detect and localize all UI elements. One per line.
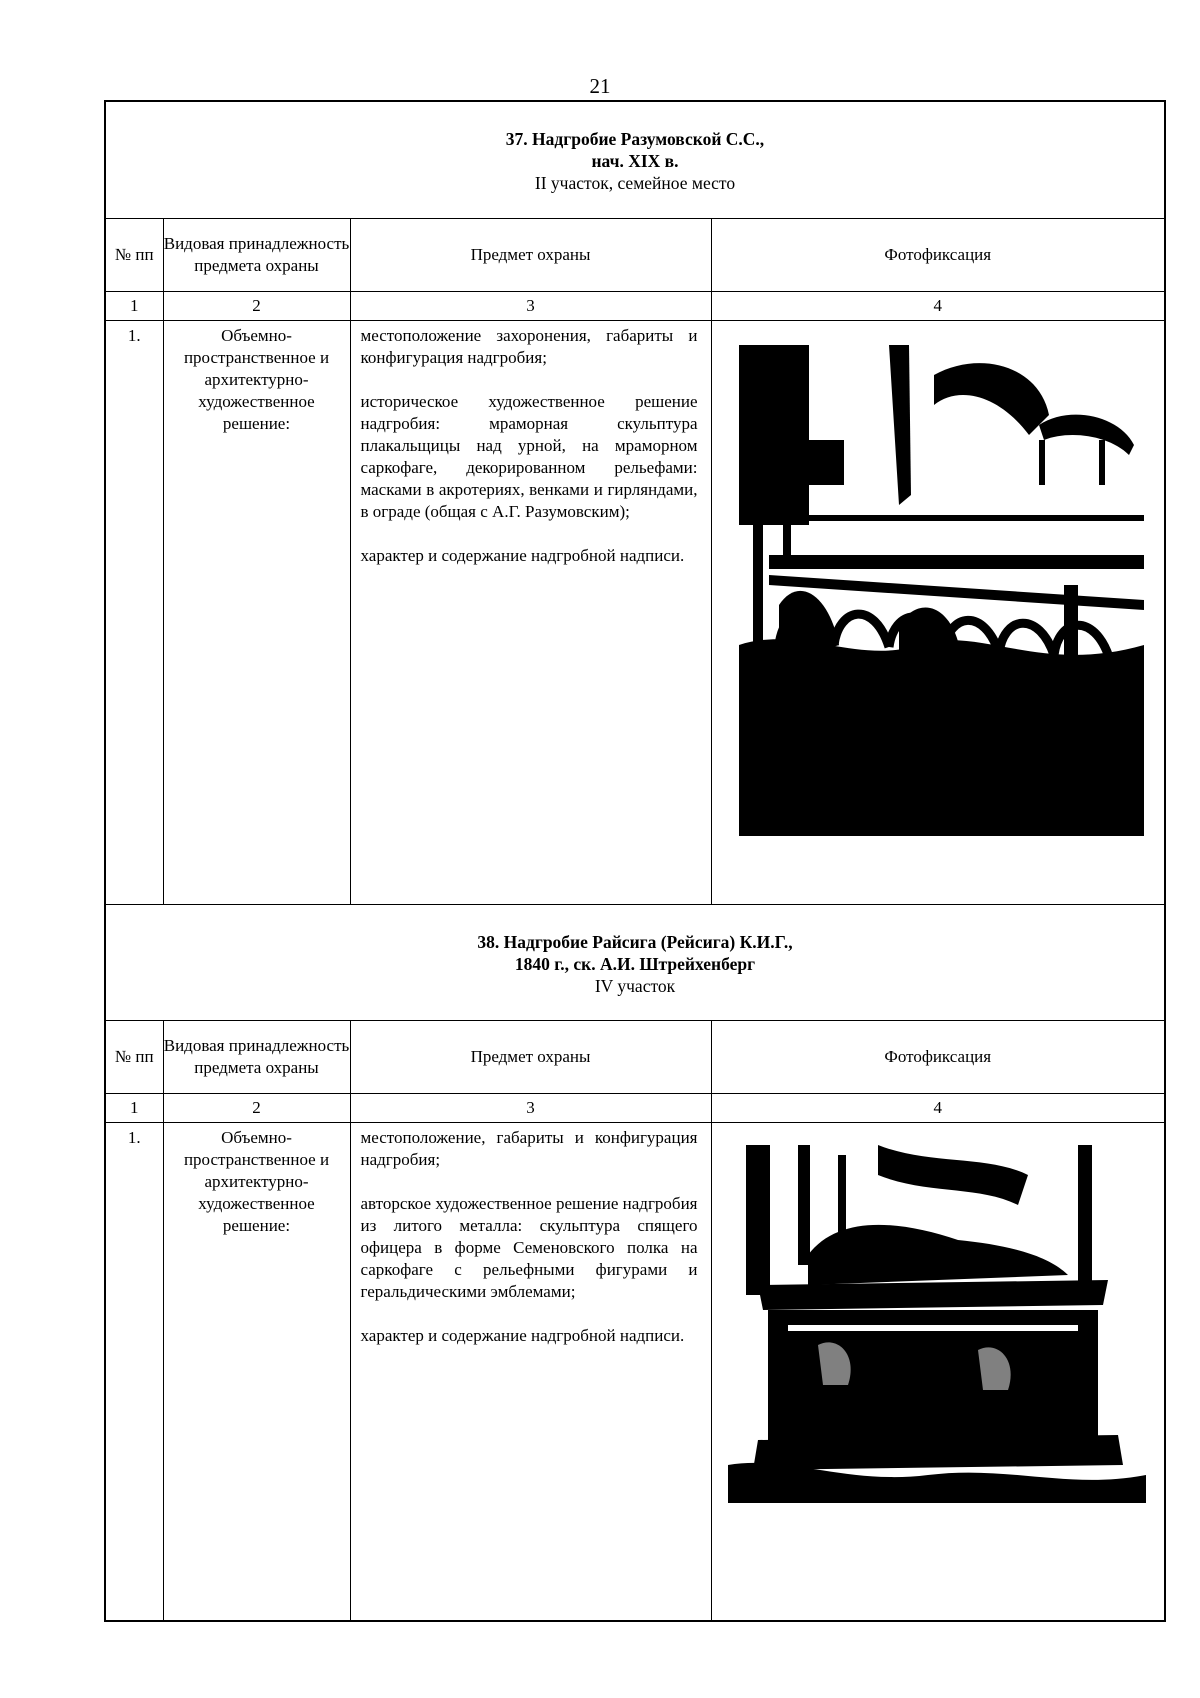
col-number: 2 [163,1093,350,1122]
subject-paragraph: местоположение, габариты и конфигурация надгробия; [360,1127,698,1169]
subject-paragraph: характер и содержание надгробной надписи. [360,545,685,565]
subject-paragraph: местоположение захоронения, габариты и конфигурация надгробия; [360,325,698,367]
header-kind: Видовая принадлежность предмета охраны [163,219,350,291]
row-photo-cell [711,1122,1164,1620]
row-number: 1. [106,320,163,904]
col-number: 4 [711,1093,1164,1122]
section-title-line2: 1840 г., ск. А.И. Штрейхенберг [514,954,756,974]
header-no: № пп [106,219,163,291]
col-number: 2 [163,291,350,320]
section-title-37 [106,102,1164,219]
header-subject: Предмет охраны [350,1021,711,1093]
tombstone-photo-38 [728,1145,1146,1503]
subject-paragraph: авторское художественное решение надгробия из литого металла: скульптура спящего офицера в форме Семеновского полка на саркофаге с рельефными фигурами и геральдическими эмблемами; [360,1193,698,1301]
section-title-line1: 38. Надгробие Райсига (Рейсига) К.И.Г., [477,932,793,952]
col-number: 3 [350,291,711,320]
section-table-37 [106,219,1164,904]
document-table [104,100,1166,1622]
col-number: 3 [350,1093,711,1122]
section-title-line3: IV участок [594,976,676,996]
section-title-line3: II участок, семейное место [534,173,736,193]
col-number: 1 [106,291,163,320]
row-subject [350,320,711,904]
subject-paragraph: историческое художественное решение надгробия: мраморная скульптура плакальщицы над урной, на мраморном саркофаге, декорированном рельефами: масками в акротериях, венками и гирляндами, в ограде (общая с А.Г. Разумовским); [360,391,698,521]
header-kind: Видовая принадлежность предмета охраны [163,1021,350,1093]
row-number: 1. [106,1122,163,1620]
header-subject: Предмет охраны [350,219,711,291]
header-photo: Фотофиксация [711,219,1164,291]
header-no: № пп [106,1021,163,1093]
page-number: 21 [589,74,611,98]
tombstone-photo-37 [739,345,1144,836]
row-photo-cell [711,320,1164,904]
section-title-38 [106,904,1164,1021]
section-title-line1: 37. Надгробие Разумовской С.С., [505,129,765,149]
subject-paragraph: характер и содержание надгробной надписи. [360,1325,685,1345]
section-table-38 [106,1021,1164,1620]
row-subject [350,1122,711,1620]
row-kind: Объемно-пространственное и архитектурно-художественное решение: [163,320,350,904]
header-photo: Фотофиксация [711,1021,1164,1093]
col-number: 1 [106,1093,163,1122]
row-kind: Объемно-пространственное и архитектурно-художественное решение: [163,1122,350,1620]
section-title-line2: нач. XIX в. [591,151,679,171]
col-number: 4 [711,291,1164,320]
